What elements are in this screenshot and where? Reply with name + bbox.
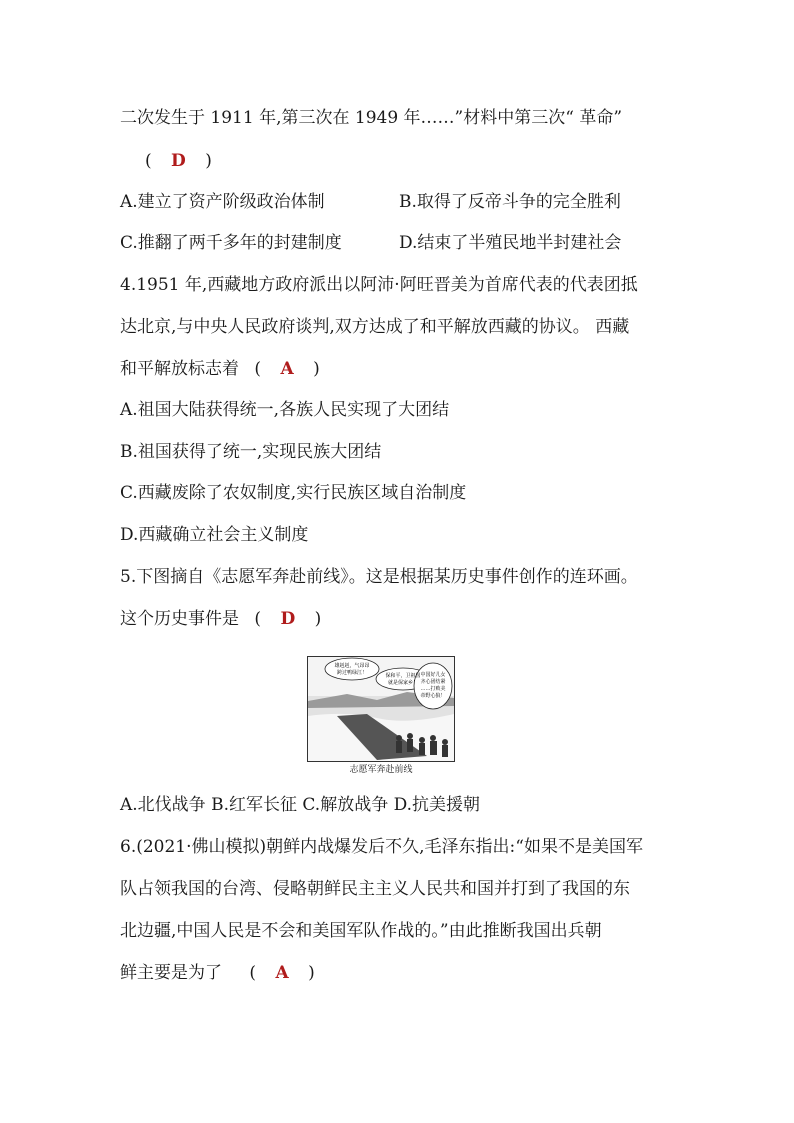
q3-option-c: C.推翻了两千多年的封建制度 [120, 233, 342, 253]
figure-caption: 志愿军奔赴前线 [349, 765, 413, 775]
q4-option-c: C.西藏废除了农奴制度,实行民族区域自治制度 [120, 483, 467, 503]
bubble-right-text: 中国好儿女 [420, 672, 446, 678]
q6-answer: A [275, 963, 289, 983]
bubble-mid-text: 保和平，卫祖国 [385, 673, 421, 679]
paren-open: ( [249, 963, 257, 983]
paren-open: ( [254, 609, 262, 629]
q6-stem-line-2: 队占领我国的台湾、侵略朝鲜民主主义人民共和国并打到了我国的东 [120, 879, 630, 899]
q3-stem-line: 二次发生于 1911 年,第三次在 1949 年……”材料中第三次“ 革命” [120, 108, 623, 128]
q4-option-d: D.西藏确立社会主义制度 [120, 525, 309, 545]
q6-stem-text: 鲜主要是为了 [120, 963, 222, 983]
q6-stem-line-3: 北边疆,中国人民是不会和美国军队作战的。”由此推断我国出兵朝 [120, 921, 602, 941]
q3-option-a: A.建立了资产阶级政治体制 [120, 192, 325, 212]
svg-text:齐心团结紧: 齐心团结紧 [420, 679, 446, 685]
q6-stem-line-1: 6.(2021·佛山模拟)朝鲜内战爆发后不久,毛泽东指出:“如果不是美国军 [120, 837, 643, 857]
paren-close: ) [314, 609, 322, 629]
q5-stem-line-1: 5.下图摘自《志愿军奔赴前线》。这是根据某历史事件创作的连环画。 [120, 567, 638, 587]
q3-option-b: B.取得了反帝斗争的完全胜利 [399, 192, 621, 212]
q4-stem-line-1: 4.1951 年,西藏地方政府派出以阿沛·阿旺晋美为首席代表的代表团抵 [120, 275, 638, 295]
q3-option-d: D.结束了半殖民地半封建社会 [399, 233, 622, 253]
q5-stem-text: 这个历史事件是 [120, 609, 239, 629]
q6-stem-line-4 [120, 962, 315, 984]
comic-drawing [307, 656, 455, 762]
q4-option-b: B.祖国获得了统一,实现民族大团结 [120, 442, 382, 462]
paren-close: ) [308, 963, 315, 983]
paren-close: ) [205, 151, 212, 171]
q4-stem-line-2: 达北京,与中央人民政府谈判,双方达成了和平解放西藏的协议。 西藏 [120, 317, 630, 337]
svg-text:跨过鸭绿江！: 跨过鸭绿江！ [336, 670, 368, 676]
q4-stem-text: 和平解放标志着 [120, 359, 239, 379]
q4-answer: A [280, 359, 294, 379]
q5-stem-line-2 [120, 608, 321, 630]
q5-answer: D [280, 609, 296, 629]
svg-text:就是保家乡！: 就是保家乡！ [387, 680, 419, 686]
bubble-left-text: 雄赳赳，气昂昂 [334, 663, 370, 669]
paren-close: ) [313, 359, 320, 379]
q3-answer-line [145, 150, 212, 172]
q5-options: A.北伐战争 B.红军长征 C.解放战争 D.抗美援朝 [120, 795, 481, 815]
paren-open: ( [145, 151, 152, 171]
svg-text:……打败美: ……打败美 [420, 686, 446, 692]
q4-stem-line-3 [120, 358, 320, 380]
svg-text:帝野心狼！: 帝野心狼！ [420, 693, 446, 699]
comic-illustration [307, 656, 455, 778]
paren-open: ( [254, 359, 262, 379]
q4-option-a: A.祖国大陆获得统一,各族人民实现了大团结 [120, 400, 450, 420]
q3-answer: D [171, 151, 186, 171]
